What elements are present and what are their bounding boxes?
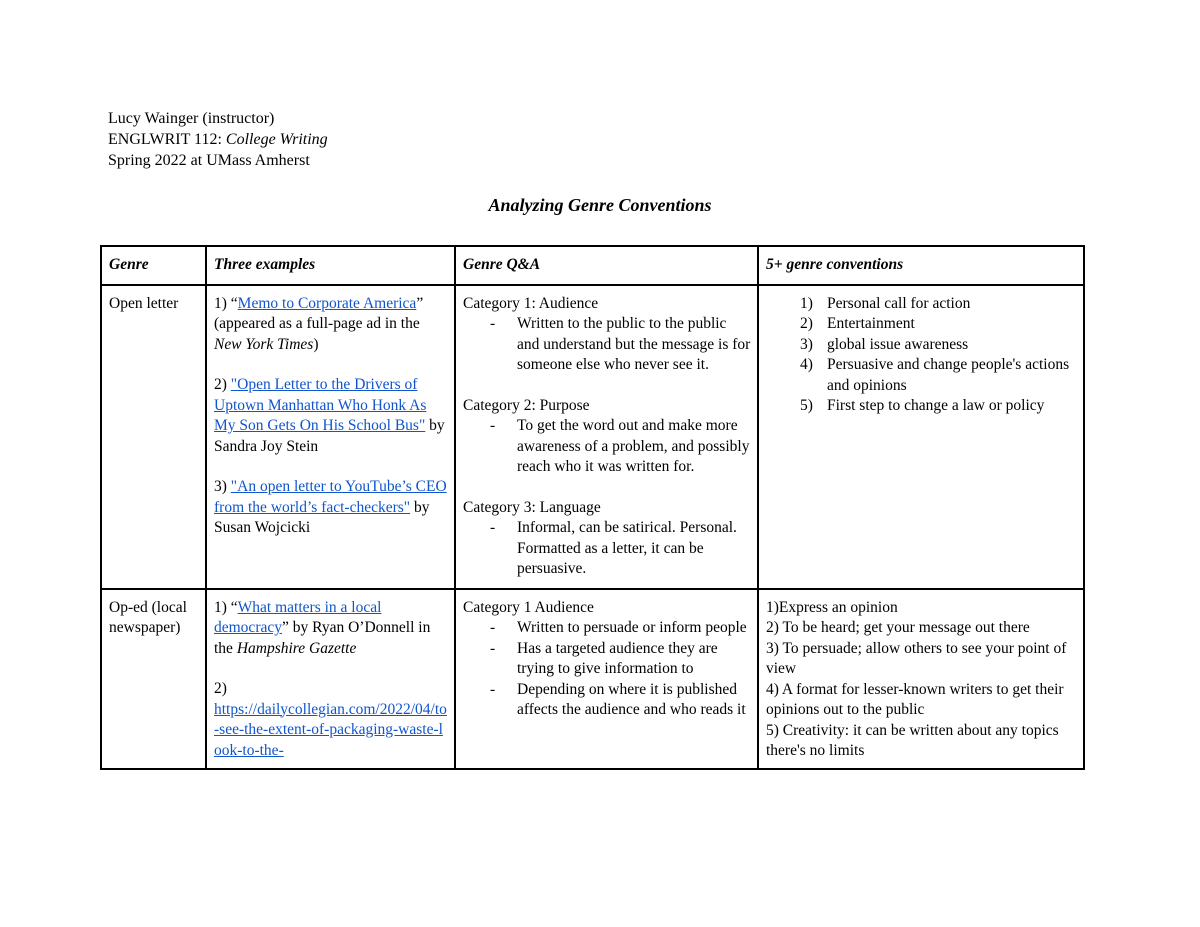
convention-item: 5) Creativity: it can be written about any topics there's no limits bbox=[766, 721, 1059, 759]
convention-item: 4) A format for lesser-known writers to get their opinions out to the public bbox=[766, 680, 1064, 718]
course-line: ENGLWRIT 112: College Writing bbox=[108, 131, 328, 148]
example-3: 3) "An open letter to YouTube’s CEO from the world’s fact-checkers" by Susan Wojcicki bbox=[214, 478, 447, 536]
convention-item: 2) To be heard; get your message out there bbox=[766, 619, 1030, 636]
qa-category: Category 1: Audience bbox=[463, 294, 599, 312]
example-2: 2) "Open Letter to the Drivers of Uptown Manhattan Who Honk As My Son Gets On His School Bus" by Sandra Joy Stein bbox=[214, 376, 445, 455]
qa-item: - Written to persuade or inform people bbox=[517, 618, 751, 639]
qa-item: - Informal, can be satirical. Personal. Formatted as a letter, it can be persuasive. bbox=[517, 518, 751, 580]
example-link[interactable]: Memo to Corporate America bbox=[237, 294, 417, 312]
qa-category: Category 2: Purpose bbox=[463, 396, 590, 414]
qa-list bbox=[463, 416, 751, 478]
column-header-genre: Genre bbox=[101, 246, 206, 285]
conventions-list bbox=[766, 294, 1077, 417]
examples-cell bbox=[206, 589, 455, 769]
convention-item: 5) First step to change a law or policy bbox=[800, 397, 1045, 414]
genre-conventions-table bbox=[100, 245, 1085, 770]
course-title: College Writing bbox=[225, 131, 328, 148]
conventions-cell bbox=[758, 285, 1084, 589]
qa-item: - Depending on where it is published affects the audience and who reads it bbox=[517, 680, 751, 721]
convention-item: 2) Entertainment bbox=[800, 315, 915, 332]
example-1: 1) “Memo to Corporate America” (appeared as a full-page ad in the New York Times) bbox=[214, 294, 424, 353]
column-header-qa: Genre Q&A bbox=[455, 246, 758, 285]
genre-cell: Open letter bbox=[101, 285, 206, 589]
instructor-line: Lucy Wainger (instructor) bbox=[108, 110, 275, 127]
page-title: Analyzing Genre Conventions bbox=[488, 195, 712, 215]
qa-list bbox=[463, 314, 751, 376]
qa-list bbox=[463, 618, 751, 721]
term-line: Spring 2022 at UMass Amherst bbox=[108, 152, 310, 169]
example-link[interactable]: "Open Letter to the Drivers of Uptown Manhattan Who Honk As My Son Gets On His School Bus" bbox=[214, 376, 427, 434]
convention-item: 3) To persuade; allow others to see your point of view bbox=[766, 639, 1067, 677]
qa-item: - Written to the public to the public and understand but the message is for someone else who never see it. bbox=[517, 314, 751, 376]
qa-item: - To get the word out and make more awareness of a problem, and possibly reach who it was written for. bbox=[517, 416, 751, 478]
table-header-row bbox=[101, 246, 1084, 285]
column-header-conventions: 5+ genre conventions bbox=[758, 246, 1084, 285]
convention-item: 1)Express an opinion bbox=[766, 598, 898, 616]
example-2: 2) https://dailycollegian.com/2022/04/to-see-the-extent-of-packaging-waste-look-to-the- bbox=[214, 680, 447, 759]
qa-category: Category 3: Language bbox=[463, 498, 601, 516]
column-header-examples: Three examples bbox=[206, 246, 455, 285]
qa-list bbox=[463, 518, 751, 580]
qa-item: - Has a targeted audience they are trying to give information to bbox=[517, 639, 751, 680]
examples-cell bbox=[206, 285, 455, 589]
qa-cell bbox=[455, 285, 758, 589]
document-header bbox=[108, 108, 328, 171]
convention-item: 3) global issue awareness bbox=[800, 335, 969, 353]
example-link[interactable]: "An open letter to YouTube’s CEO from the world’s fact-checkers" bbox=[214, 478, 447, 516]
table-row-open-letter bbox=[101, 285, 1084, 589]
qa-cell bbox=[455, 589, 758, 769]
example-url-link[interactable]: https://dailycollegian.com/2022/04/to-see-the-extent-of-packaging-waste-look-to-the- bbox=[214, 700, 447, 759]
example-1: 1) “What matters in a local democracy” by Ryan O’Donnell in the Hampshire Gazette bbox=[214, 598, 431, 657]
table-row-op-ed bbox=[101, 589, 1084, 769]
conventions-cell bbox=[758, 589, 1084, 769]
qa-category: Category 1 Audience bbox=[463, 598, 594, 616]
convention-item: 4) Persuasive and change people's actions and opinions bbox=[800, 356, 1070, 394]
example-link[interactable]: What matters in a local democracy bbox=[214, 598, 382, 636]
genre-cell: Op-ed (local newspaper) bbox=[101, 589, 206, 769]
convention-item: 1) Personal call for action bbox=[800, 294, 971, 312]
